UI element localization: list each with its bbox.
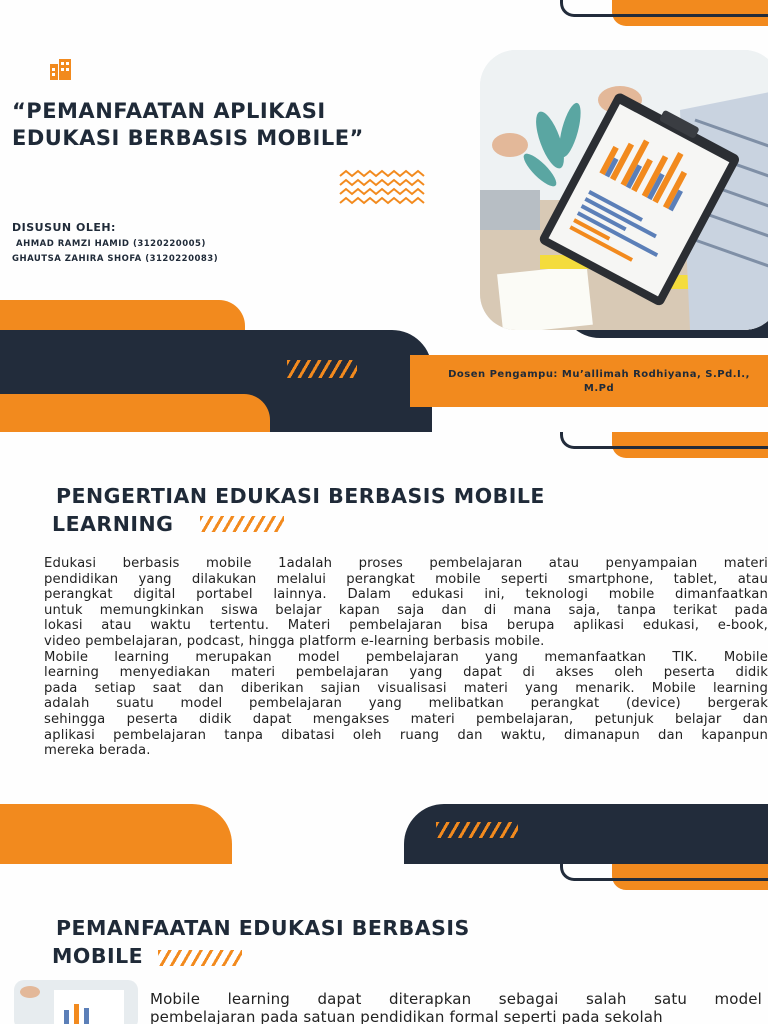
section2-heading [52, 914, 470, 970]
page2-top-navy-outline [560, 432, 768, 449]
section2-paragraph [150, 990, 762, 1024]
paragraph-line: untuk memungkinkan siswa belajar kapan saja dan di mana saja, tanpa terikat pada [44, 602, 768, 618]
clipboard-charts-photo [480, 50, 768, 330]
authors-label: DISUSUN OLEH: [12, 221, 116, 234]
paragraph-line: sehingga peserta didik dapat mengakses materi pembelajaran, petunjuk belajar dan [44, 711, 768, 727]
paragraph-line: Mobile learning dapat diterapkan sebagai salah satu model [150, 990, 762, 1008]
photo-illustration [480, 50, 768, 330]
paragraph-line: learning menyediakan materi pembelajaran yang dapat di akses oleh peserta didik [44, 665, 768, 681]
hatch-decoration-cover [287, 360, 357, 378]
cover-title-line2: EDUKASI BERBASIS MOBILE” [12, 126, 364, 150]
definition-page [0, 432, 768, 864]
hatch-decoration-section2 [158, 950, 242, 966]
building-logo-icon [48, 56, 74, 82]
hatch-decoration-page2 [436, 822, 518, 838]
cover-orange-band-right [0, 394, 270, 432]
usage-page [0, 864, 768, 1024]
chart-thumbnail-illustration [14, 980, 138, 1024]
section1-paragraph [44, 556, 768, 759]
page3-top-navy-outline [560, 864, 768, 881]
paragraph-line: perangkat digital portabel lainnya. Dalam edukasi ini, teknologi mobile dimanfaatkan [44, 587, 768, 603]
paragraph-line: Mobile learning merupakan model pembelajaran yang memanfaatkan TIK. Mobile [44, 649, 768, 665]
paragraph-line: pendidikan yang dilakukan melalui perangkat mobile seperti smartphone, tablet, atau [44, 571, 768, 587]
paragraph-line: adalah suatu model pembelajaran yang melibatkan perangkat (device) bergerak [44, 696, 768, 712]
paragraph-line: video pembelajaran, podcast, hingga platform e-learning berbasis mobile. [44, 633, 545, 649]
top-navy-outline [560, 0, 768, 17]
chart-thumbnail-image [14, 980, 138, 1024]
section2-heading-line1: PEMANFAATAN EDUKASI BERBASIS [56, 916, 470, 940]
section1-heading-line1: PENGERTIAN EDUKASI BERBASIS MOBILE [56, 484, 545, 508]
page2-orange-band-left [0, 804, 232, 864]
cover-title-line1: “PEMANFAATAN APLIKASI [12, 99, 326, 123]
paragraph-line: pembelajaran pada satuan pendidikan formal seperti pada sekolah [150, 1008, 663, 1024]
paragraph-line: Edukasi berbasis mobile 1adalah proses pembelajaran atau penyampaian materi [44, 556, 768, 571]
paragraph-line: pada setiap saat dan diberikan sajian visualisasi materi yang menarik. Mobile learning [44, 680, 768, 696]
zigzag-decoration [338, 168, 426, 208]
paragraph-line: mereka berada. [44, 743, 151, 759]
hatch-decoration-section1 [200, 516, 284, 532]
section1-heading-line2: LEARNING [52, 512, 174, 536]
paragraph-line: lokasi atau waktu tertentu. Materi pembelajaran bisa berupa aplikasi edukasi, e-book, [44, 618, 768, 634]
lecturer-line1: Dosen Pengampu: Mu’allimah Rodhiyana, S.Pd.I., [448, 369, 750, 380]
section1-heading [52, 482, 545, 538]
lecturer-text [430, 368, 768, 396]
cover-page [0, 0, 768, 432]
author-1: AHMAD RAMZI HAMID (3120220005) [16, 239, 206, 249]
paragraph-line: aplikasi pembelajaran tanpa dibatasi oleh ruang dan waktu, dimanapun dan kapanpun [44, 727, 768, 743]
section2-heading-line2: MOBILE [52, 944, 144, 968]
cover-title [12, 98, 364, 152]
lecturer-line2: M.Pd [583, 383, 615, 394]
author-2: GHAUTSA ZAHIRA SHOFA (3120220083) [12, 254, 219, 264]
